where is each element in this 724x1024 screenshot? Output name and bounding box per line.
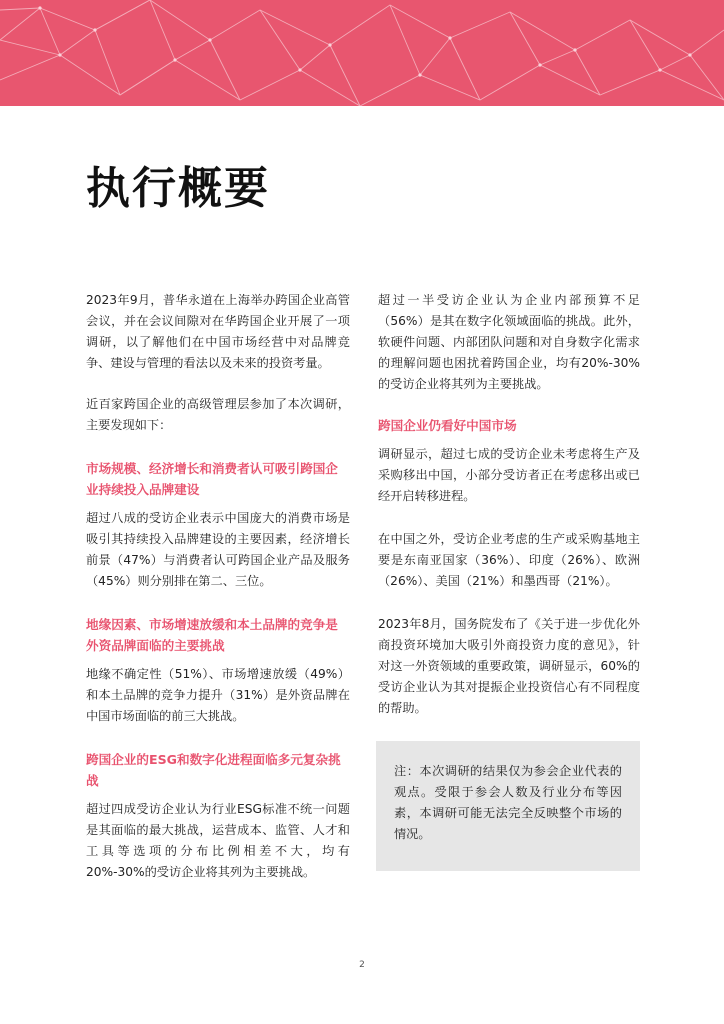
intro-paragraph-2: 近百家跨国企业的高级管理层参加了本次调研，主要发现如下： xyxy=(86,397,350,432)
outlook-paragraph-1: 调研显示，超过七成的受访企业未考虑将生产及采购移出中国，小部分受访者正在考虑移出或已经开启转移进程。 xyxy=(378,447,640,503)
section-heading-challenges: 地缘因素、市场增速放缓和本土品牌的竞争是外资品牌面临的主要挑战 xyxy=(86,617,338,653)
section-heading-esg: 跨国企业的ESG和数字化进程面临多元复杂挑战 xyxy=(86,752,341,788)
page-number: 2 xyxy=(359,960,365,970)
section-body-challenges: 地缘不确定性（51%）、市场增速放缓（49%）和本土品牌的竞争力提升（31%）是外资品牌在中国市场面临的前三大挑战。 xyxy=(86,667,350,723)
note-box xyxy=(376,741,640,871)
policy-paragraph: 2023年8月，国务院发布了《关于进一步优化外商投资环境加大吸引外商投资力度的意见》，针对这一外资领域的重要政策，调研显示，60%的受访企业认为其对提振企业投资信心有不同程度的帮助。 xyxy=(378,617,640,715)
digital-paragraph: 超过一半受访企业认为企业内部预算不足（56%）是其在数字化领域面临的挑战。此外，软硬件问题、内部团队问题和对自身数字化需求的理解问题也困扰着跨国企业，均有20%-30%的受访企业将其列为主要挑战。 xyxy=(378,293,640,391)
outlook-paragraph-2: 在中国之外，受访企业考虑的生产或采购基地主要是东南亚国家（36%）、印度（26%）、欧洲（26%）、美国（21%）和墨西哥（21%）。 xyxy=(378,532,640,588)
left-column xyxy=(86,290,350,883)
section-heading-outlook: 跨国企业仍看好中国市场 xyxy=(378,418,517,433)
right-column xyxy=(378,290,640,871)
note-text: 注：本次调研的结果仅为参会企业代表的观点。受限于参会人数及行业分布等因素，本调研可能无法完全反映整个市场的情况。 xyxy=(394,764,622,841)
page-title: 执行概要 xyxy=(86,163,270,214)
section-body-esg: 超过四成受访企业认为行业ESG标准不统一问题是其面临的最大挑战，运营成本、监管、人才和工具等选项的分布比例相差不大，均有20%-30%的受访企业将其列为主要挑战。 xyxy=(86,802,350,879)
section-body-market: 超过八成的受访企业表示中国庞大的消费市场是吸引其持续投入品牌建设的主要因素，经济增长前景（47%）与消费者认可跨国企业产品及服务（45%）则分别排在第二、三位。 xyxy=(86,511,350,588)
intro-paragraph-1: 2023年9月，普华永道在上海举办跨国企业高管会议，并在会议间隙对在华跨国企业开展了一项调研，以了解他们在中国市场经营中对品牌竞争、建设与管理的看法以及未来的投资考量。 xyxy=(86,293,350,370)
header-banner xyxy=(0,0,724,106)
section-heading-market: 市场规模、经济增长和消费者认可吸引跨国企业持续投入品牌建设 xyxy=(86,461,338,497)
